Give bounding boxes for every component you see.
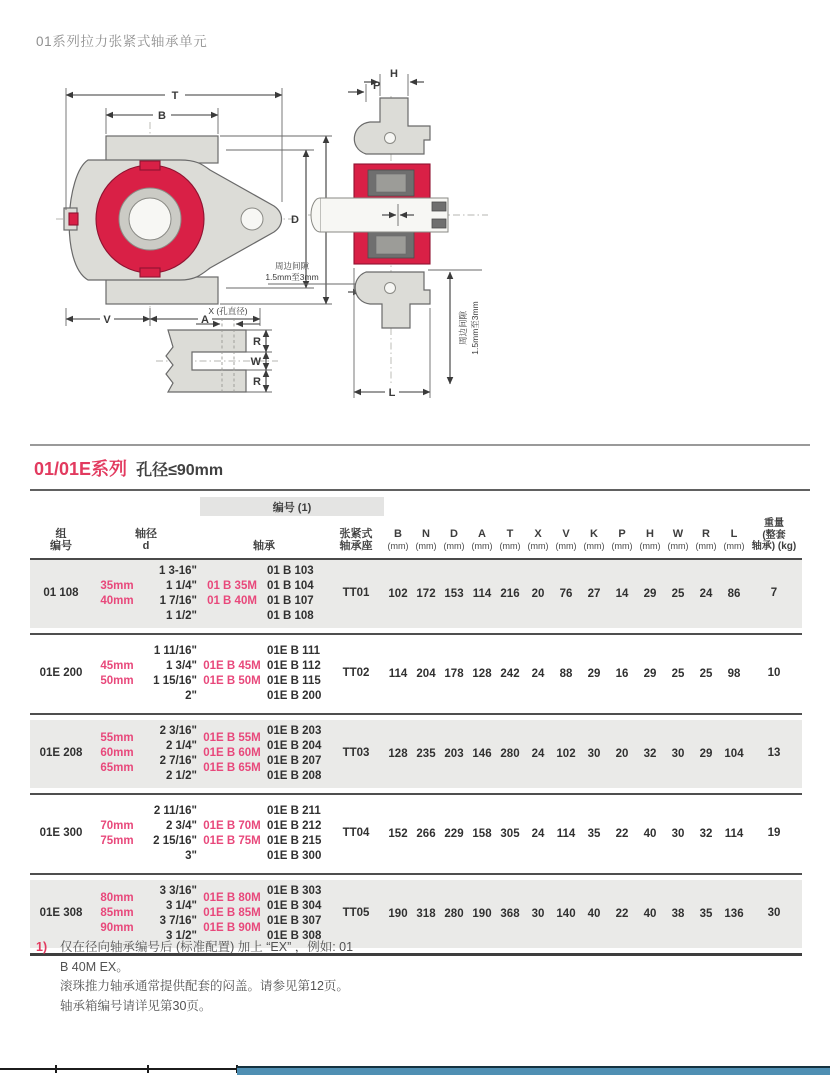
dim-label-A: A <box>201 314 209 326</box>
dim-label-T: T <box>171 90 179 102</box>
dim-label-H: H <box>390 68 398 80</box>
header-dim-D: D (mm) <box>443 527 465 551</box>
bearing-codes: 01E B 303 01E B 304 01E B 307 01E B 308 <box>267 884 322 942</box>
group-number: 01E 308 <box>39 907 83 919</box>
designation-band: 编号 (1) <box>200 497 384 516</box>
header-dim-N: N (mm) <box>415 527 437 551</box>
housing-code: TT05 <box>342 907 370 919</box>
shaft-metric-sizes: 80mm 85mm 90mm <box>100 892 134 934</box>
header-dim-T: T (mm) <box>499 527 521 551</box>
row-divider <box>30 713 802 715</box>
shaft-metric-sizes: 55mm 60mm 65mm <box>100 732 134 774</box>
section-header <box>30 444 810 491</box>
drawings-svg <box>30 62 500 410</box>
footnote <box>36 938 516 1016</box>
dim-label-B: B <box>158 110 166 122</box>
header-group: 组 编号 <box>50 527 72 552</box>
housing-code: TT02 <box>342 667 370 679</box>
dim-label-L: L <box>388 387 396 399</box>
metric-bearing-codes: 01E B 80M 01E B 85M 01E B 90M <box>203 892 261 934</box>
header-dim-K: K (mm) <box>583 527 605 551</box>
header-dim-B: B (mm) <box>387 527 409 551</box>
technical-drawings <box>30 62 500 415</box>
cutoff-column-tick <box>147 1065 149 1073</box>
weight-value: 7 <box>770 587 778 599</box>
header-dim-H: H (mm) <box>639 527 661 551</box>
header-weight: 重量 (整套 轴承) (kg) <box>751 518 797 552</box>
header-dim-W: W (mm) <box>667 527 689 551</box>
table-row: 01 108 35mm 40mm 1 3-16" 1 1/4" 1 7/16" 1 1/2" 01 B 35M 01 B 40M 01 B 103 01 B 104 01 B 107 01 B 108 TT01 102 172 153 114 216 20 76 27 14 29 25 24 86 7 <box>30 560 802 628</box>
table-row: 01E 300 70mm 75mm 2 11/16" 2 3/4" 2 15/16" 3" 01E B 70M 01E B 75M 01E B 211 01E B 212 01E B 215 01E B 300 TT04 152 266 229 158 305 24 114 35 22 40 30 32 114 19 <box>30 800 802 868</box>
table-row: 01E 200 45mm 50mm 1 11/16" 1 3/4" 1 15/16" 2" 01E B 45M 01E B 50M 01E B 111 01E B 112 01E B 115 01E B 200 TT02 114 204 178 128 242 24 88 29 16 29 25 25 98 10 <box>30 640 802 708</box>
shaft-imperial-sizes: 2 11/16" 2 3/4" 2 15/16" 3" <box>153 804 197 862</box>
bearing-codes: 01E B 211 01E B 212 01E B 215 01E B 300 <box>267 804 322 862</box>
header-bearing: 轴承 <box>253 540 275 552</box>
metric-bearing-codes: 01E B 70M 01E B 75M <box>203 819 261 847</box>
table-band-row <box>30 497 802 516</box>
group-number: 01E 200 <box>39 667 83 679</box>
row-divider <box>30 633 802 635</box>
header-dim-V: V (mm) <box>555 527 577 551</box>
housing-code: TT03 <box>342 747 370 759</box>
weight-value: 30 <box>767 907 781 919</box>
housing-code: TT01 <box>342 587 370 599</box>
housing-code: TT04 <box>342 827 370 839</box>
table-header-row <box>30 518 802 560</box>
shaft-imperial-sizes: 1 11/16" 1 3/4" 1 15/16" 2" <box>153 644 197 702</box>
front-view-drawing <box>56 88 341 326</box>
dim-label-D: D <box>291 214 299 226</box>
header-dim-A: A (mm) <box>471 527 493 551</box>
shaft-metric-sizes: 45mm 50mm <box>100 659 134 687</box>
table-row: 01E 308 80mm 85mm 90mm 3 3/16" 3 1/4" 3 7/16" 3 1/2" 01E B 80M 01E B 85M 01E B 90M 01E B 303 01E B 304 01E B 307 01E B 308 TT05 190 318 280 190 368 30 140 40 22 40 38 35 136 30 <box>30 880 802 948</box>
dim-label-R1: R <box>253 336 261 348</box>
header-dim-P: P (mm) <box>611 527 633 551</box>
shaft-imperial-sizes: 2 3/16" 2 1/4" 2 7/16" 2 1/2" <box>159 724 197 782</box>
weight-value: 13 <box>767 747 781 759</box>
side-clearance-range: 1.5mm至3mm <box>470 301 480 355</box>
footnote-text: 仅在径向轴承编号后 (标准配置) 加上 “EX” ，例如: 01 B 40M EX。 滚珠推力轴承通常提供配套的闷盖。请参见第12页。 轴承箱编号请详见第30页。 <box>60 940 354 1013</box>
side-clearance-title: 周边间隙 <box>458 310 468 346</box>
footnote-marker: 1) <box>36 940 48 954</box>
group-number: 01 108 <box>43 587 79 599</box>
cutoff-column-tick <box>55 1065 57 1073</box>
header-shaft-diameter: 轴径 d <box>135 527 157 552</box>
row-divider <box>30 793 802 795</box>
clearance-note-title: 周边间隙 <box>274 261 310 271</box>
shaft-metric-sizes: 70mm 75mm <box>100 819 134 847</box>
dimension-table <box>30 497 802 961</box>
shaft-imperial-sizes: 3 3/16" 3 1/4" 3 7/16" 3 1/2" <box>159 884 197 942</box>
bearing-codes: 01E B 203 01E B 204 01E B 207 01E B 208 <box>267 724 322 782</box>
dim-label-R2: R <box>253 376 261 388</box>
clearance-note <box>265 261 360 292</box>
group-number: 01E 300 <box>39 827 83 839</box>
header-dim-X: X (mm) <box>527 527 549 551</box>
weight-value: 19 <box>767 827 781 839</box>
weight-value: 10 <box>767 667 781 679</box>
shaft-imperial-sizes: 1 3-16" 1 1/4" 1 7/16" 1 1/2" <box>158 564 197 622</box>
header-takeup-housing: 张紧式 轴承座 <box>339 527 373 552</box>
dim-label-V: V <box>103 314 111 326</box>
cutoff-blue-header-bar <box>237 1066 830 1075</box>
metric-bearing-codes: 01 B 35M 01 B 40M <box>207 579 257 607</box>
bore-range: 孔径≤90mm <box>136 462 224 479</box>
row-divider <box>30 873 802 875</box>
page-title: 01系列拉力张紧式轴承单元 <box>36 34 208 49</box>
bearing-codes: 01E B 111 01E B 112 01E B 115 01E B 200 <box>267 644 322 702</box>
header-dim-R: R (mm) <box>695 527 717 551</box>
dim-label-P: P <box>373 80 381 92</box>
side-view-drawing <box>308 68 488 399</box>
dim-label-W: W <box>250 356 261 368</box>
series-title: 01/01E系列 <box>34 459 128 479</box>
shaft-metric-sizes: 35mm 40mm <box>100 579 134 607</box>
metric-bearing-codes: 01E B 45M 01E B 50M <box>203 659 261 687</box>
cutoff-next-table-edge <box>0 1062 830 1075</box>
cutoff-table-border <box>0 1068 242 1070</box>
clearance-note-range: 1.5mm至3mm <box>265 272 319 282</box>
bearing-codes: 01 B 103 01 B 104 01 B 107 01 B 108 <box>267 564 314 622</box>
group-number: 01E 208 <box>39 747 83 759</box>
hole-diameter-label: X (孔直径) <box>208 306 248 316</box>
metric-bearing-codes: 01E B 55M 01E B 60M 01E B 65M <box>203 732 261 774</box>
table-row: 01E 208 55mm 60mm 65mm 2 3/16" 2 1/4" 2 7/16" 2 1/2" 01E B 55M 01E B 60M 01E B 65M 01E B 203 01E B 204 01E B 207 01E B 208 TT03 128 235 203 146 280 24 102 30 20 32 30 29 104 13 <box>30 720 802 788</box>
header-dim-L: L (mm) <box>723 527 745 551</box>
